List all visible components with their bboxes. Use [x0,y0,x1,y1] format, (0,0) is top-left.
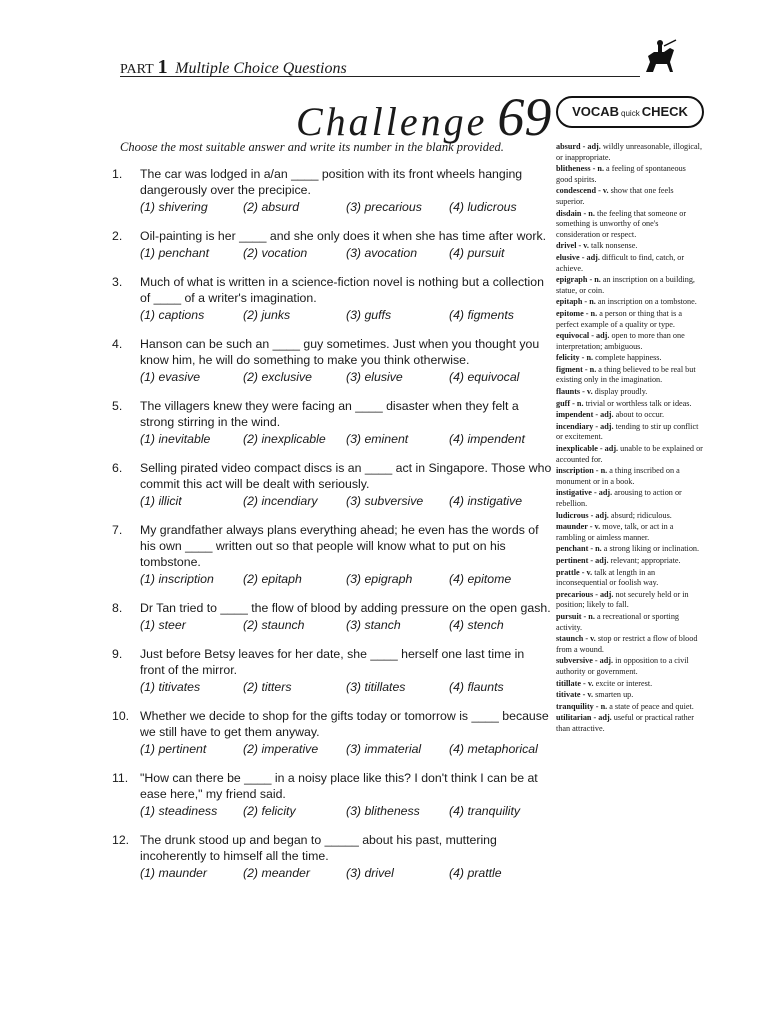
question-8 [112,600,552,633]
option-2: (2) meander [243,866,310,880]
glossary-entry: drivel - v. talk nonsense. [556,241,638,251]
challenge-title [296,86,551,148]
question-list [112,166,552,894]
option-2: (2) vocation [243,246,308,260]
option-2: (2) titters [243,680,292,694]
option-1: (1) pertinent [140,742,207,756]
question-text: The drunk stood up and began to _____ about his past, muttering incoherently to himself all the time. [140,833,497,863]
question-6 [112,460,552,509]
question-text: Just before Betsy leaves for her date, she ____ herself one last time in front of the mirror. [140,647,525,677]
glossary-entry: ludicrous - adj. absurd; ridiculous. [556,510,672,520]
glossary-entry: inexplicable - adj. unable to be explained or accounted for. [556,444,703,464]
instruction-text: Choose the most suitable answer and write its number in the blank provided. [120,140,504,154]
option-4: (4) prattle [449,866,502,880]
glossary-entry: figment - n. a thing believed to be real but existing only in the imagination. [556,364,696,385]
question-number: 8. [112,601,123,615]
option-2: (2) inexplicable [243,432,326,446]
option-2: (2) felicity [243,804,296,818]
option-3: (3) elusive [346,370,403,384]
option-2: (2) imperative [243,742,319,756]
question-11 [112,770,552,819]
option-3: (3) immaterial [346,742,422,756]
option-2: (2) incendiary [243,494,318,508]
glossary-entry: tranquility - n. a state of peace and quiet. [556,701,694,711]
glossary-entry: maunder - v. move, talk, or act in a rambling or aimless manner. [556,522,674,542]
question-number: 1. [112,167,123,181]
option-4: (4) ludicrous [449,200,517,214]
question-number: 9. [112,647,123,661]
question-text: Hanson can be such an ____ guy sometimes. Just when you thought you know him, he will do something to make you think otherwise. [140,337,540,367]
glossary-entry: staunch - v. stop or restrict a flow of blood from a wound. [556,634,698,654]
glossary-entry: titillate - v. excite or interest. [556,678,653,688]
question-number: 2. [112,229,123,243]
glossary-entry: pertinent - adj. relevant; appropriate. [556,555,681,565]
glossary-entry: titivate - v. smarten up. [556,690,634,700]
option-4: (4) metaphorical [449,742,538,756]
option-3: (3) subversive [346,494,424,508]
question-12 [112,832,552,881]
question-text: Dr Tan tried to ____ the flow of blood by adding pressure on the open gash. [140,601,551,615]
glossary-entry: blitheness - n. a feeling of spontaneous good spirits. [556,164,686,184]
option-4: (4) stench [449,618,504,632]
question-9 [112,646,552,695]
glossary-entry: utilitarian - adj. useful or practical rather than attractive. [556,713,695,733]
option-4: (4) equivocal [449,370,520,384]
option-1: (1) inevitable [140,432,211,446]
option-4: (4) figments [449,308,514,322]
option-1: (1) steadiness [140,804,218,818]
option-4: (4) pursuit [449,246,505,260]
option-4: (4) instigative [449,494,523,508]
question-number: 10. [112,709,130,723]
question-text: My grandfather always plans everything ahead; he even has the words of his own ____ written out so that people will know what to put on his tombstone. [140,523,539,569]
vocab-glossary [556,142,704,735]
question-7 [112,522,552,587]
option-4: (4) tranquility [449,804,521,818]
glossary-entry: absurd - adj. wildly unreasonable, illogical, or inappropriate. [556,142,703,162]
option-2: (2) staunch [243,618,305,632]
option-1: (1) illicit [140,494,182,508]
question-text: Much of what is written in a science-fiction novel is nothing but a collection of ____ of a writer's imagination. [140,275,544,305]
option-1: (1) steer [140,618,186,632]
question-text: Selling pirated video compact discs is an ____ act in Singapore. Those who commit this act will be dealt with seriously. [140,461,552,491]
part-number: 1 [157,56,168,78]
option-2: (2) absurd [243,200,300,214]
glossary-entry: epitome - n. a person or thing that is a perfect example of a quality or type. [556,308,682,329]
glossary-entry: pursuit - n. a recreational or sporting activity. [556,611,680,632]
question-number: 6. [112,461,123,475]
option-2: (2) junks [243,308,291,322]
option-1: (1) inscription [140,572,214,586]
glossary-entry: epigraph - n. an inscription on a building, statue, or coin. [556,275,695,295]
option-3: (3) titillates [346,680,406,694]
part-label: PART [120,62,154,77]
option-2: (2) exclusive [243,370,313,384]
glossary-entry: guff - n. trivial or worthless talk or ideas. [556,398,692,408]
challenge-number: 69 [497,87,552,147]
question-number: 11. [112,771,129,785]
question-number: 3. [112,275,123,289]
vocab-quick-check-badge: VOCAB quick CHECK [556,96,704,128]
option-2: (2) epitaph [243,572,302,586]
glossary-entry: incendiary - adj. tending to stir up conflict or excitement. [556,421,699,442]
glossary-entry: disdain - n. the feeling that someone or something is unworthy of one's consideration or respect. [556,208,687,239]
option-3: (3) stanch [346,618,401,632]
glossary-entry: penchant - n. a strong liking or inclination. [556,544,700,554]
option-3: (3) drivel [346,866,394,880]
option-4: (4) flaunts [449,680,504,694]
question-1 [112,166,552,215]
glossary-entry: precarious - adj. not securely held or in position; likely to fall. [556,589,689,610]
section-title: Multiple Choice Questions [175,60,347,77]
glossary-entry: prattle - v. talk at length in an inconsequential or foolish way. [556,567,659,588]
option-3: (3) guffs [346,308,392,322]
glossary-entry: felicity - n. complete happiness. [556,353,662,363]
option-4: (4) epitome [449,572,512,586]
glossary-entry: equivocal - adj. open to more than one interpretation; ambiguous. [556,331,685,351]
question-text: Whether we decide to shop for the gifts today or tomorrow is ____ because we still have to get them anyway. [140,709,549,739]
glossary-entry: subversive - adj. in opposition to a civil authority or government. [556,656,689,676]
option-1: (1) captions [140,308,205,322]
option-3: (3) avocation [346,246,418,260]
question-number: 7. [112,523,123,537]
glossary-entry: impendent - adj. about to occur. [556,410,665,420]
question-number: 4. [112,337,123,351]
option-3: (3) eminent [346,432,409,446]
glossary-entry: condescend - v. show that one feels superior. [556,186,674,206]
option-1: (1) titivates [140,680,201,694]
option-3: (3) epigraph [346,572,413,586]
question-number: 12. [112,833,130,847]
question-5 [112,398,552,447]
option-3: (3) precarious [346,200,422,214]
question-text: "How can there be ____ in a noisy place like this? I don't think I can be at ease here," my friend said. [140,771,538,801]
question-number: 5. [112,399,123,413]
option-1: (1) penchant [140,246,210,260]
glossary-entry: elusive - adj. difficult to find, catch, or achieve. [556,252,685,273]
question-text: The villagers knew they were facing an ____ disaster when they felt a strong stirring in the wind. [140,399,519,429]
glossary-entry: instigative - adj. arousing to action or rebellion. [556,488,682,508]
question-4 [112,336,552,385]
option-1: (1) shivering [140,200,208,214]
glossary-entry: inscription - n. a thing inscribed on a monument or in a book. [556,466,680,486]
question-text: Oil-painting is her ____ and she only does it when she has time after work. [140,229,547,243]
option-1: (1) evasive [140,370,201,384]
question-2 [112,228,552,261]
option-3: (3) blitheness [346,804,420,818]
header-rule [120,76,640,77]
question-3 [112,274,552,323]
horse-rider-icon [640,38,680,78]
glossary-entry: flaunts - v. display proudly. [556,387,648,397]
glossary-entry: epitaph - n. an inscription on a tombstone. [556,297,697,307]
question-10 [112,708,552,757]
option-1: (1) maunder [140,866,207,880]
option-4: (4) impendent [449,432,525,446]
challenge-word: Challenge [296,99,488,144]
question-text: The car was lodged in a/an ____ position with its front wheels hanging dangerously over the precipice. [140,167,523,197]
